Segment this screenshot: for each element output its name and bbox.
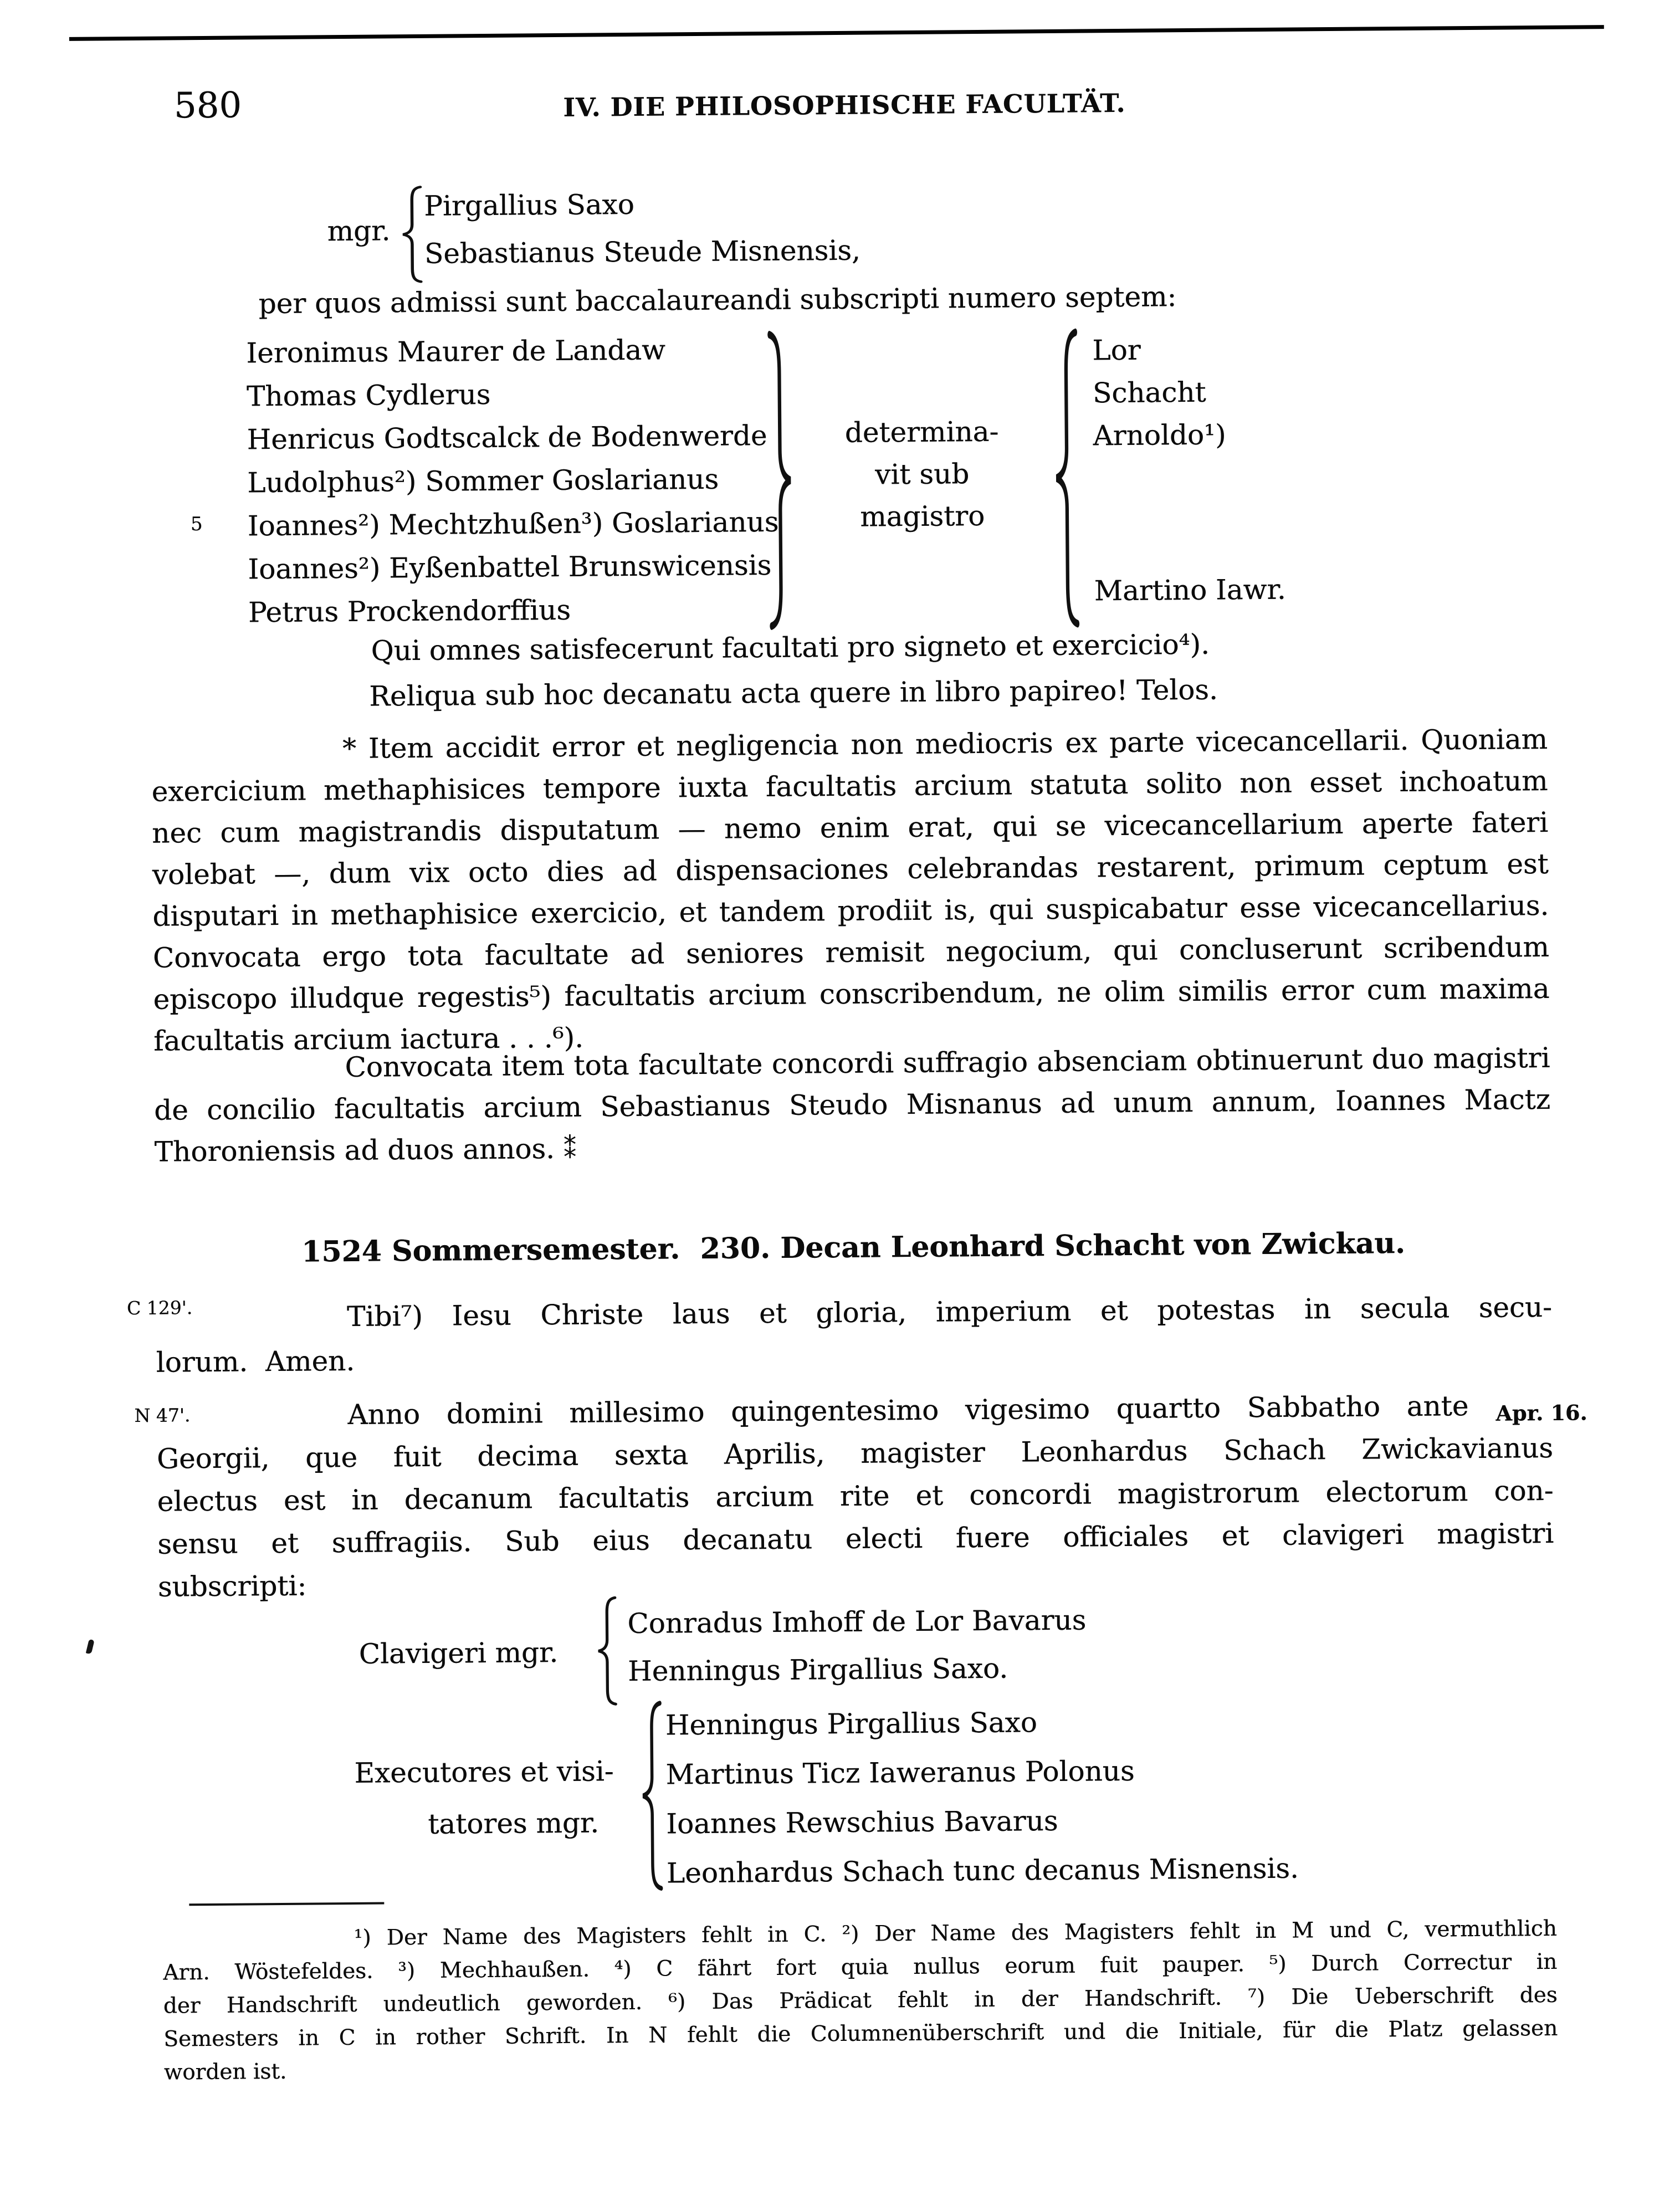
baccalaureandi-name: Ieronimus Maurer de Landaw [246, 334, 666, 370]
paragraph-line: de concilio facultatis arcium Sebastianus Steudo Misnanus ad unum annum, Ioannes Mactz [153, 1083, 1551, 1127]
executores-name: Henningus Pirgallius Saxo [665, 1706, 1038, 1742]
left-brace-icon [595, 1595, 619, 1706]
master-name: Arnoldo¹) [1093, 418, 1226, 452]
left-brace-icon [1051, 326, 1081, 630]
baccalaureandi-name: Ioannes²) Eyßenbattel Brunswicensis [248, 549, 772, 586]
clavigeri-name: Conradus Imhoff de Lor Bavarus [627, 1604, 1087, 1640]
section-heading: 1524 Sommersemester. 230. Decan Leonhard Schacht von Zwickau. [301, 1226, 1406, 1269]
footnote-line: Semesters in C in rother Schrift. In N fehlt die Columnenüberschrift und die Initiale, für die Platz gelassen [163, 2015, 1558, 2052]
paragraph-line: volebat —, dum vix octo dies ad dispensaciones celebrandas restarent, primum ceptum est [152, 847, 1549, 891]
master-name-bottom: Martino Iawr. [1094, 573, 1286, 607]
margin-line-number: 5 [190, 513, 203, 536]
clavigeri-label: Clavigeri mgr. [358, 1636, 559, 1670]
paragraph-line: sensu et suffragiis. Sub eius decanatu electi fuere officiales et clavigeri magistri [157, 1517, 1554, 1560]
paragraph-line: Georgii, que fuit decima sexta Aprilis, magister Leonhardus Schach Zwickavianus [156, 1431, 1554, 1475]
executores-label: Executores et visi- [354, 1755, 614, 1789]
footnote-line: der Handschrift undeutlich geworden. ⁶) Das Prädicat fehlt in der Handschrift. ⁷) Die Ueberschrift des [163, 1982, 1558, 2019]
clavigeri-list [627, 1604, 1087, 1703]
paragraph-line: disputari in methaphisice exercicio, et tandem prodiit is, qui suspicabatur esse vicecancellarius. [152, 889, 1549, 933]
ink-smudge [86, 1639, 95, 1655]
paragraph-line: nec cum magistrandis disputatum — nemo enim erat, qui se vicecancellarium aperte fateri [151, 806, 1549, 849]
convocata-paragraph [153, 1042, 1551, 1178]
left-brace-icon [638, 1700, 664, 1892]
master-names-top [1092, 333, 1226, 462]
paragraph-line: subscripti: [157, 1569, 307, 1603]
running-header: IV. DIE PHILOSOPHISCHE FACULTÄT. [563, 88, 1126, 122]
paragraph-line: Anno domini millesimo quingentesimo vigesimo quartto Sabbatho ante [347, 1390, 1469, 1431]
executores-name: Leonhardus Schach tunc decanus Misnensis. [666, 1852, 1299, 1890]
left-brace-icon [399, 185, 424, 284]
footnote-line: Arn. Wöstefeldes. ³) Mechhaußen. ⁴) C fährt fort quia nullus eorum fuit pauper. ⁵) Durch Correctur in [163, 1949, 1558, 1985]
paragraph-line: lorum. Amen. [156, 1344, 355, 1379]
right-brace-icon [766, 329, 796, 632]
clavigeri-name: Henningus Pirgallius Saxo. [627, 1652, 1008, 1688]
intro-line: per quos admissi sunt baccalaureandi subscripti numero septem: [258, 280, 1177, 320]
item-paragraph [151, 723, 1550, 1067]
footnote-separator [189, 1902, 384, 1906]
qui-line: Qui omnes satisfecerunt facultati pro signeto et exercicio⁴). [371, 628, 1210, 667]
executores-label: tatores mgr. [427, 1806, 600, 1840]
baccalaureandi-name: Thomas Cydlerus [246, 378, 491, 413]
paragraph-line: facultatis arcium iactura . . .⁶). [153, 1021, 584, 1057]
tibi-paragraph [156, 1291, 1553, 1391]
margin-note-n: N 47'. [134, 1404, 191, 1427]
page-number: 580 [173, 85, 242, 127]
paragraph-line: episcopo illudque regestis⁵) facultatis arcium conscribendum, ne olim similis error cum maxima [153, 972, 1550, 1016]
mgr-label: mgr. [327, 214, 391, 248]
paragraph-line: Thoroniensis ad duos annos. ⁑ [154, 1133, 577, 1168]
paragraph-line: exercicium methaphisices tempore iuxta facultatis arcium statuta solito non esset inchoatum [151, 764, 1548, 808]
paragraph-line: electus est in decanum facultatis arcium rite et concordi magistrorum electorum con- [157, 1474, 1554, 1518]
footnote-line: ¹) Der Name des Magisters fehlt in C. ²) Der Name des Magisters fehlt in M und C, vermuthlich [354, 1916, 1557, 1951]
margin-note-c: C 129'. [126, 1297, 193, 1319]
executores-list [665, 1705, 1299, 1907]
double-asterisk-mark: ⁑ [563, 1134, 577, 1164]
mgr-name: Pirgallius Saxo [424, 188, 634, 222]
executores-name: Ioannes Rewschius Bavarus [665, 1804, 1058, 1840]
determinavit-label: determina- vit sub magistro [844, 415, 999, 533]
paragraph-line: Convocata ergo tota facultate ad seniores remisit negocium, qui concluserunt scribendum [152, 930, 1550, 974]
paragraph-line: * Item accidit error et negligencia non mediocris ex parte vicecancellarii. Quoniam [342, 723, 1548, 765]
master-name: Lor [1092, 334, 1141, 367]
baccalaureandi-name: Petrus Prockendorffius [248, 593, 571, 629]
footnote-line: worden ist. [163, 2059, 287, 2085]
master-name: Schacht [1092, 376, 1206, 410]
baccalaureandi-list [246, 333, 780, 640]
anno-paragraph [156, 1389, 1554, 1614]
paragraph-line: Tibi⁷) Iesu Christe laus et gloria, imperium et potestas in secula secu- [346, 1291, 1553, 1333]
footnotes [163, 1916, 1558, 2094]
mgr-name: Sebastianus Steude Misnensis, [424, 234, 861, 270]
paragraph-line: Convocata item tota facultate concordi suffragio absenciam obtinuerunt duo magistri [345, 1041, 1550, 1084]
baccalaureandi-name: Henricus Godtscalck de Bodenwerde [247, 419, 767, 456]
baccalaureandi-name: Ioannes²) Mechtzhußen³) Goslarianus [247, 505, 779, 542]
margin-note-date: Apr. 16. [1495, 1400, 1587, 1426]
scan-edge-artifact [69, 25, 1604, 41]
executores-name: Martinus Ticz Iaweranus Polonus [665, 1754, 1135, 1791]
baccalaureandi-name: Ludolphus²) Sommer Goslarianus [247, 463, 719, 499]
reliqua-line: Reliqua sub hoc decanatu acta quere in libro papireo! Telos. [368, 673, 1218, 713]
